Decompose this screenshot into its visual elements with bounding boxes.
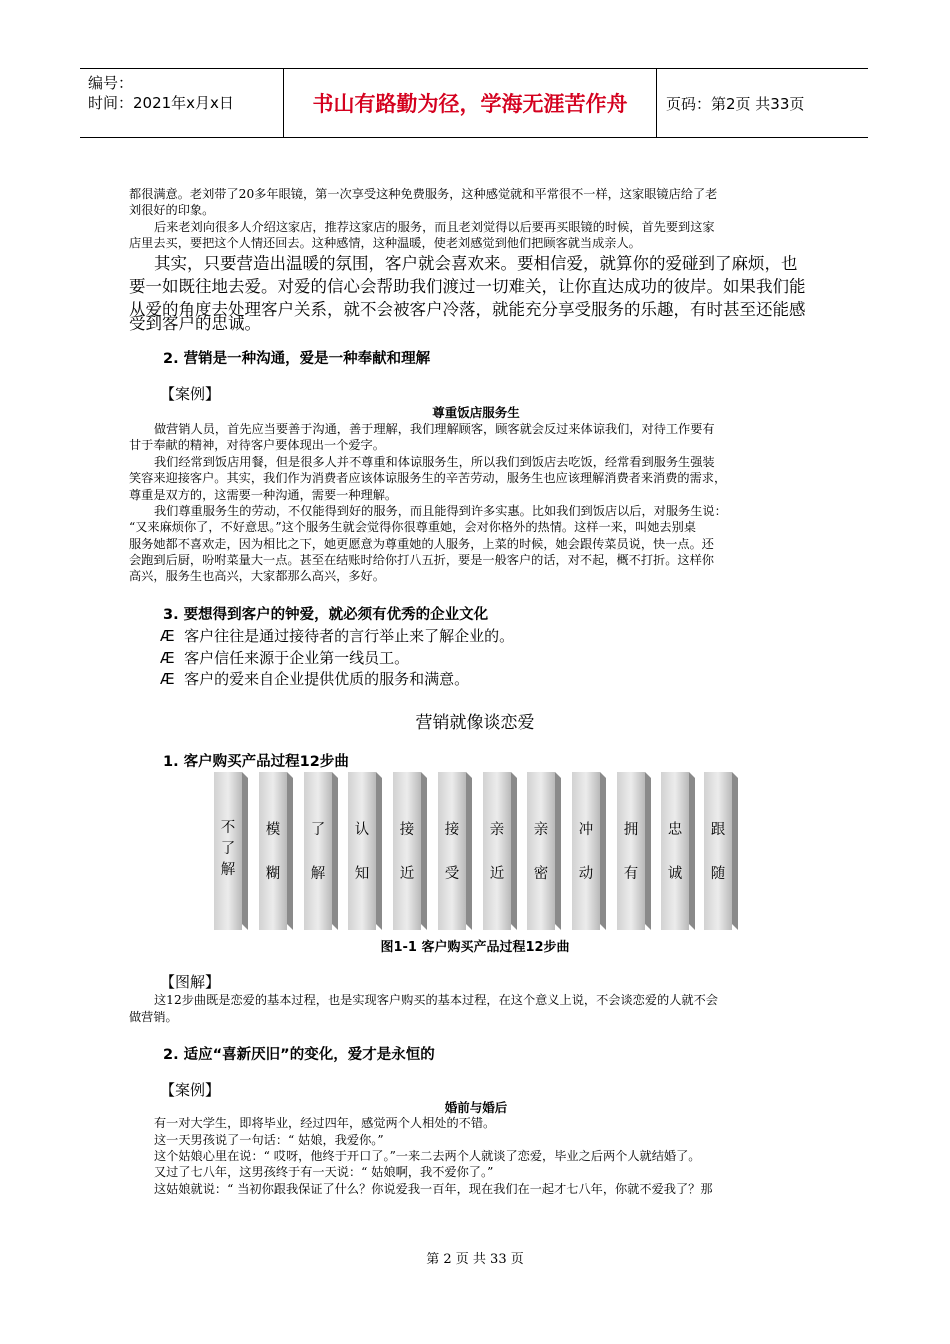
explain-line: 做营销。 — [129, 1010, 178, 1024]
story-line: 刘很好的印象。 — [129, 203, 215, 217]
step-label: 亲密 — [533, 822, 549, 882]
chapter-title: 营销就像谈恋爱 — [415, 713, 535, 733]
step-column — [393, 772, 421, 930]
step-label: 不了解 — [220, 820, 236, 878]
step-column — [438, 772, 466, 930]
step-label: 跟随 — [710, 822, 726, 882]
step-label: 接受 — [444, 822, 460, 882]
bullet-item — [160, 668, 469, 689]
step-label: 认知 — [354, 822, 370, 882]
step-label: 忠诚 — [667, 822, 683, 882]
step-column — [214, 772, 242, 930]
section-heading: 2. 适应“喜新厌旧”的变化，爱才是永恒的 — [163, 1047, 435, 1063]
step-label: 接近 — [399, 822, 415, 882]
step-column — [527, 772, 555, 930]
case-line: 我们尊重服务生的劳动，不仅能得到好的服务，而且能得到许多实惠。比如我们到饭店以后，对服务生说： — [154, 504, 727, 518]
story-line: 店里去买，要把这个人情还回去。这种感情，这种温暖，使老刘感觉到他们把顾客就当成亲人。 — [129, 236, 641, 250]
step-column — [572, 772, 600, 930]
story-line: 都很满意。老刘带了20多年眼镜，第一次享受这种免费服务，这种感觉就和平常很不一样，这家眼镜店给了老 — [129, 187, 718, 201]
bullet-text: 客户信任来源于企业第一线员工。 — [184, 649, 410, 667]
section-heading: 1. 客户购买产品过程12步曲 — [163, 754, 349, 770]
figure-caption: 图1-1 客户购买产品过程12步曲 — [380, 940, 570, 955]
header-motto: 书山有路勤为径，学海无涯苦作舟 — [283, 69, 657, 137]
bullet-symbol: Æ — [160, 670, 175, 688]
bullet-item — [160, 647, 409, 668]
header-page-info: 页码：第2页 共33页 — [666, 94, 805, 113]
case-line: 服务她都不喜欢走，因为相比之下，她更愿意为尊重她的人服务，上菜的时候，她会跟传菜员说，快一点。还 — [129, 537, 714, 551]
summary-line: 其实，只要营造出温暖的氛围，客户就会喜欢来。要相信爱，就算你的爱碰到了麻烦，也 — [154, 254, 798, 273]
case-line: 尊重是双方的，这需要一种沟通，需要一种理解。 — [129, 488, 398, 502]
case-line: 会跑到后厨，吩咐菜量大一点。甚至在结账时给你打八五折，要是一般客户的话，对不起，概不打折。这样你 — [129, 553, 714, 567]
step-label: 模糊 — [265, 822, 281, 882]
bullet-symbol: Æ — [160, 627, 175, 645]
case-line: 这个姑娘心里在说：“ 哎呀，他终于开口了。”一来二去两个人就谈了恋爱，毕业之后两个人就结婚了。 — [154, 1149, 701, 1163]
case-line: 高兴，服务生也高兴，大家都那么高兴，多好。 — [129, 569, 385, 583]
story-line: 后来老刘向很多人介绍这家店，推荐这家店的服务，而且老刘觉得以后要再买眼镜的时候，首先要到这家 — [154, 220, 715, 234]
case-title: 尊重饭店服务生 — [432, 405, 520, 420]
page-header — [80, 68, 868, 138]
explain-line: 这12步曲既是恋爱的基本过程，也是实现客户购买的基本过程，在这个意义上说，不会谈恋爱的人就不会 — [154, 993, 718, 1007]
step-column — [704, 772, 732, 930]
summary-line: 受到客户的忠诚。 — [129, 314, 261, 333]
step-column — [661, 772, 689, 930]
explain-label: 【图解】 — [160, 973, 221, 991]
summary-line: 要一如既往地去爱。对爱的信心会帮助我们渡过一切难关，让你直达成功的彼岸。如果我们能 — [129, 277, 806, 296]
step-label: 了解 — [310, 822, 326, 882]
date-label: 时间：2021年x月x日 — [88, 94, 234, 112]
case-line: 这一天男孩说了一句话：“ 姑娘，我爱你。” — [154, 1133, 384, 1147]
bullet-text: 客户往往是通过接待者的言行举止来了解企业的。 — [184, 627, 515, 645]
case-line: 做营销人员，首先应当要善于沟通，善于理解，我们理解顾客，顾客就会反过来体谅我们，对待工作要有 — [154, 422, 715, 436]
header-meta — [80, 69, 283, 137]
number-label: 编号： — [88, 74, 134, 92]
bullet-item — [160, 625, 514, 646]
case-title: 婚前与婚后 — [444, 1100, 508, 1115]
case-label: 【案例】 — [160, 1081, 221, 1099]
case-line: “又来麻烦你了，不好意思。”这个服务生就会觉得你很尊重她，会对你格外的热情。这样一来，叫她去别桌 — [129, 520, 696, 534]
section-heading: 2. 营销是一种沟通，爱是一种奉献和理解 — [163, 351, 431, 367]
steps-diagram — [214, 772, 734, 930]
case-line: 我们经常到饭店用餐，但是很多人并不尊重和体谅服务生，所以我们到饭店去吃饭，经常看到服务生强装 — [154, 455, 715, 469]
page-footer: 第 2 页 共 33 页 — [426, 1252, 524, 1267]
step-column — [483, 772, 511, 930]
summary-line: 从爱的角度去处理客户关系，就不会被客户冷落，就能充分享受服务的乐趣，有时甚至还能感 — [129, 300, 806, 319]
section-heading: 3. 要想得到客户的钟爱，就必须有优秀的企业文化 — [163, 607, 489, 623]
bullet-symbol: Æ — [160, 649, 175, 667]
step-column — [348, 772, 376, 930]
case-line: 有一对大学生，即将毕业，经过四年，感觉两个人相处的不错。 — [154, 1116, 496, 1130]
step-column — [259, 772, 287, 930]
step-label: 冲动 — [578, 822, 594, 882]
case-label: 【案例】 — [160, 385, 221, 403]
bullet-text: 客户的爱来自企业提供优质的服务和满意。 — [184, 670, 470, 688]
step-label: 拥有 — [623, 822, 639, 882]
case-line: 又过了七八年，这男孩终于有一天说：“ 姑娘啊，我不爱你了。” — [154, 1165, 494, 1179]
step-label: 亲近 — [489, 822, 505, 882]
case-line: 这姑娘就说：“ 当初你跟我保证了什么？你说爱我一百年，现在我们在一起才七八年，你就不爱我了？那 — [154, 1182, 713, 1196]
case-line: 笑容来迎接客户。其实，我们作为消费者应该体谅服务生的辛苦劳动，服务生也应该理解消费者来消费的需求， — [129, 471, 727, 485]
step-column — [617, 772, 645, 930]
case-line: 甘于奉献的精神，对待客户要体现出一个爱字。 — [129, 438, 385, 452]
step-column — [304, 772, 332, 930]
